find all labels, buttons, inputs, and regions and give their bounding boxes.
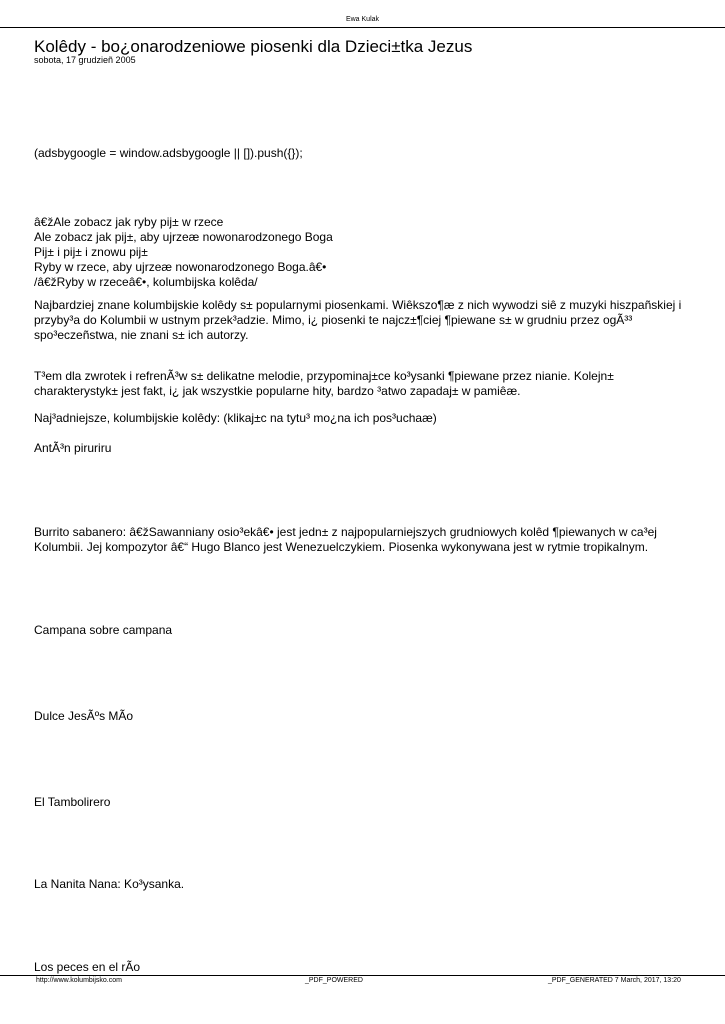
song-description[interactable]: Burrito sabanero: â€žSawanniany osio³ekâ€• jest jedn± z najpopularniejszych grudniowych kolêd ¶piewanych w ca³ej Kolumbii. Jej kompozytor â€“ Hugo Blanco jest Wenezuelczykiem. Piosenka wykonywana jest w rytmie tropikalnym. (34, 525, 657, 554)
poem-line: Ryby w rzece, aby ujrzeæ nowonarodzonego Boga.â€• (34, 260, 327, 274)
article-date: sobota, 17 grudzieñ 2005 (34, 55, 136, 65)
footer-url-link[interactable]: http://www.kolumbijsko.com (36, 977, 122, 984)
footer-powered: _PDF_POWERED (305, 977, 363, 984)
poem-caption: /â€žRyby w rzeceâ€•, kolumbijska kolêda/ (34, 275, 258, 289)
paragraph: T³em dla zwrotek i refrenÃ³w s± delikatne melodie, przypominaj±ce ko³ysanki ¶piewane przez nianie. Kolejn± charakterystyk± jest fakt, i¿ jak wszystkie popularne hity, bardzo ³atwo zapadaj± w pamiêæ. (34, 369, 614, 398)
song-title-link[interactable]: El Tambolirero (34, 795, 111, 809)
header-author: Ewa Kulak (345, 16, 380, 23)
song-title-link[interactable]: Dulce JesÃºs MÃo (34, 709, 134, 723)
poem-line: Pij± i pij± i znowu pij± (34, 245, 148, 259)
paragraph: Naj³adniejsze, kolumbijskie kolêdy: (klikaj±c na tytu³ mo¿na ich pos³uchaæ) (34, 411, 437, 425)
poem-line: Ale zobacz jak pij±, aby ujrzeæ nowonarodzonego Boga (34, 230, 333, 244)
song-title-link[interactable]: La Nanita Nana: Ko³ysanka. (34, 877, 185, 891)
song-title-link[interactable]: AntÃ³n piruriru (34, 441, 112, 455)
footer-divider (0, 975, 725, 976)
poem-line: â€žAle zobacz jak ryby pij± w rzece (34, 215, 224, 229)
header-divider (0, 27, 725, 28)
footer-generated: _PDF_GENERATED 7 March, 2017, 13:20 (548, 977, 681, 984)
ad-code-text: (adsbygoogle = window.adsbygoogle || []).push({}); (34, 146, 303, 160)
article-title: Kolêdy - bo¿onarodzeniowe piosenki dla Dzieci±tka Jezus (34, 37, 473, 56)
song-title-link[interactable]: Los peces en el rÃo (34, 960, 141, 974)
song-title-link[interactable]: Campana sobre campana (34, 623, 173, 637)
paragraph: Najbardziej znane kolumbijskie kolêdy s± popularnymi piosenkami. Wiêkszo¶æ z nich wywodzi siê z muzyki hiszpañskiej i przyby³a do Kolumbii w ustnym przek³adzie. Mimo, i¿ piosenki te najcz±¶ciej ¶piewane s± w grudniu przez ogÃ³³ spo³eczeñstwa, nie znani s± ich autorzy. (34, 298, 682, 342)
